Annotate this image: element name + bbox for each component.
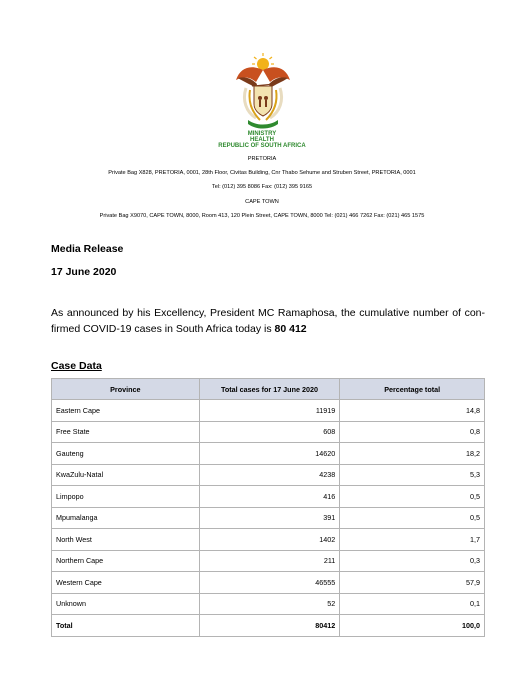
capetown-label: CAPE TOWN: [245, 199, 279, 205]
country-label: REPUBLIC OF SOUTH AFRICA: [218, 143, 306, 149]
capetown-address: Private Bag X9070, CAPE TOWN, 8000, Room 413, 120 Plein Street, CAPE TOWN, 8000 Tel: (021) 466 7262 Fax: (021) 465 1575: [99, 213, 425, 219]
province-cell: Gauteng: [52, 443, 200, 465]
table-row: [52, 421, 485, 443]
table-row: [52, 486, 485, 508]
pretoria-address: Private Bag X828, PRETORIA, 0001, 28th Floor, Civitas Building, Cnr Thabo Sehume and Struben Street, PRETORIA, 0001: [108, 170, 416, 176]
percentage-cell: 1,7: [340, 529, 485, 551]
table-header-row: [52, 379, 485, 400]
table-row: [52, 464, 485, 486]
table-row: [52, 593, 485, 615]
cases-cell: 11919: [199, 400, 340, 422]
total-cases-figure: 80 412: [274, 323, 307, 335]
table-row: [52, 400, 485, 422]
percentage-cell: 0,3: [340, 550, 485, 572]
table-total-row: [52, 615, 485, 637]
cases-cell: 1402: [199, 529, 340, 551]
cases-cell: 52: [199, 593, 340, 615]
province-cell: Limpopo: [52, 486, 200, 508]
province-cell: North West: [52, 529, 200, 551]
province-cell: Unknown: [52, 593, 200, 615]
release-date: 17 June 2020: [51, 266, 117, 278]
province-cell: Eastern Cape: [52, 400, 200, 422]
total-cases-cell: 80412: [199, 615, 340, 637]
percentage-cell: 57,9: [340, 572, 485, 594]
table-row: [52, 507, 485, 529]
percentage-cell: 0,8: [340, 421, 485, 443]
pretoria-phone: Tel: (012) 395 8086 Fax: (012) 395 9165: [211, 184, 313, 190]
cases-cell: 46555: [199, 572, 340, 594]
cases-cell: 4238: [199, 464, 340, 486]
cases-cell: 391: [199, 507, 340, 529]
coat-of-arms-icon: [232, 50, 294, 132]
column-header-percentage: Percentage total: [340, 379, 485, 400]
table-row: [52, 529, 485, 551]
health-label: HEALTH: [250, 137, 274, 143]
column-header-total-cases: Total cases for 17 June 2020: [199, 379, 340, 400]
province-cell: Free State: [52, 421, 200, 443]
cases-cell: 211: [199, 550, 340, 572]
table-row: [52, 550, 485, 572]
cases-cell: 14620: [199, 443, 340, 465]
case-data-heading: Case Data: [51, 360, 102, 372]
province-cell: KwaZulu-Natal: [52, 464, 200, 486]
table-row: [52, 572, 485, 594]
percentage-cell: 0,1: [340, 593, 485, 615]
province-cell: Mpumalanga: [52, 507, 200, 529]
percentage-cell: 0,5: [340, 507, 485, 529]
release-type: Media Release: [51, 243, 124, 255]
case-data-table: [51, 378, 485, 637]
cases-cell: 416: [199, 486, 340, 508]
pretoria-label: PRETORIA: [247, 156, 277, 162]
total-percentage-cell: 100,0: [340, 615, 485, 637]
percentage-cell: 5,3: [340, 464, 485, 486]
percentage-cell: 0,5: [340, 486, 485, 508]
ministry-label: MINISTRY: [247, 131, 277, 137]
intro-paragraph: [51, 305, 485, 337]
table-row: [52, 443, 485, 465]
province-cell: Northern Cape: [52, 550, 200, 572]
intro-text: As announced by his Excellency, President MC Ramaphosa, the cumulative number of con-firmed COVID-19 cases in South Africa today is: [51, 307, 485, 335]
percentage-cell: 14,8: [340, 400, 485, 422]
cases-cell: 608: [199, 421, 340, 443]
total-label-cell: Total: [52, 615, 200, 637]
percentage-cell: 18,2: [340, 443, 485, 465]
column-header-province: Province: [52, 379, 200, 400]
province-cell: Western Cape: [52, 572, 200, 594]
